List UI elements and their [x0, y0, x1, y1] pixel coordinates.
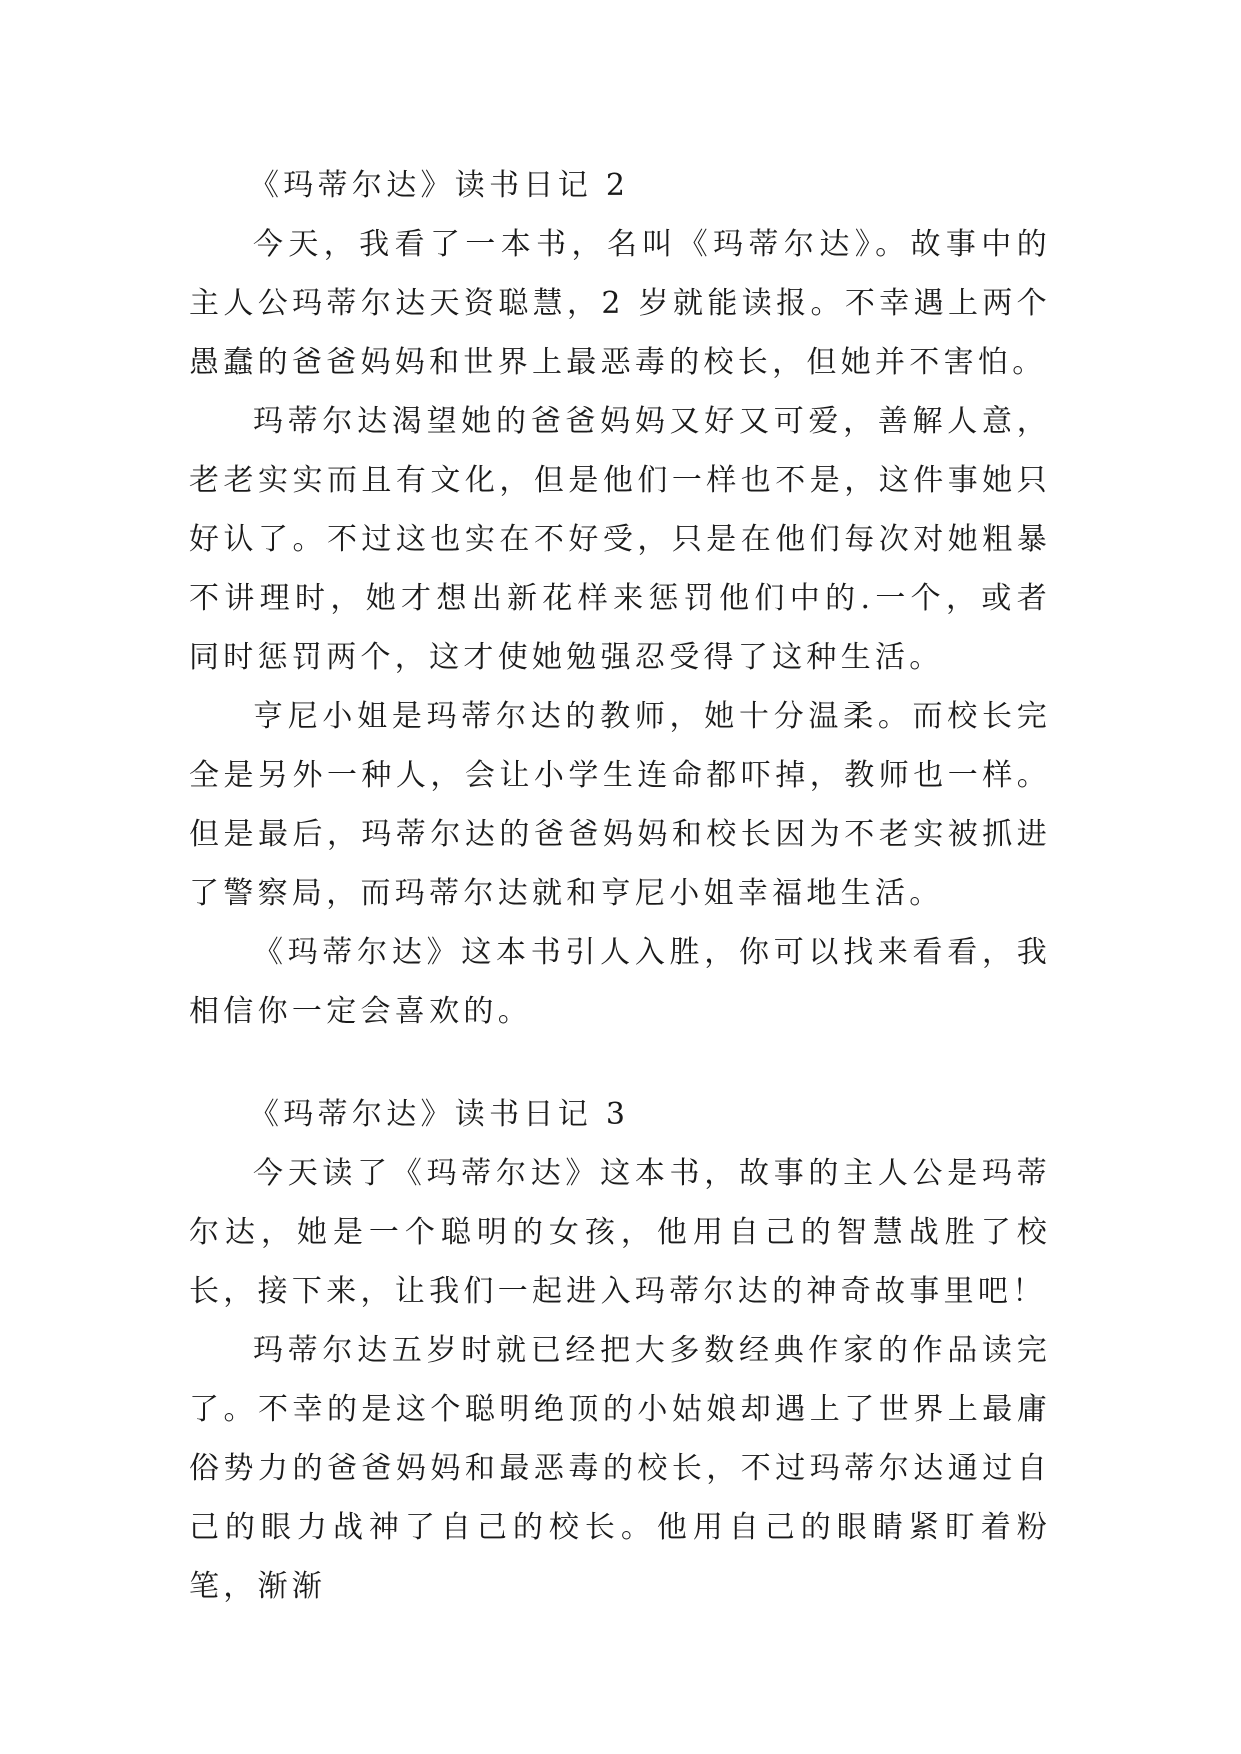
entry-title: 《玛蒂尔达》读书日记 3 [249, 1097, 630, 1132]
paragraph: 亨尼小姐是玛蒂尔达的教师，她十分温柔。而校长完全是另外一种人，会让小学生连命都吓掉，教师也一样。但是最后，玛蒂尔达的爸爸妈妈和校长因为不老实被抓进了警察局，而玛蒂尔达就和亨尼小姐幸福地生活。 [189, 699, 1051, 911]
diary-entry-2 [189, 156, 1051, 1041]
paragraph: 今天读了《玛蒂尔达》这本书，故事的主人公是玛蒂尔达，她是一个聪明的女孩，他用自己的智慧战胜了校长，接下来，让我们一起进入玛蒂尔达的神奇故事里吧！ [189, 1156, 1051, 1309]
paragraph: 今天，我看了一本书，名叫《玛蒂尔达》。故事中的主人公玛蒂尔达天资聪慧，2 岁就能读报。不幸遇上两个愚蠢的爸爸妈妈和世界上最恶毒的校长，但她并不害怕。 [189, 227, 1051, 380]
paragraph: 玛蒂尔达五岁时就已经把大多数经典作家的作品读完了。不幸的是这个聪明绝顶的小姑娘却遇上了世界上最庸俗势力的爸爸妈妈和最恶毒的校长，不过玛蒂尔达通过自己的眼力战神了自己的校长。他用自己的眼睛紧盯着粉笔，渐渐 [189, 1333, 1051, 1604]
paragraph: 玛蒂尔达渴望她的爸爸妈妈又好又可爱，善解人意，老老实实而且有文化，但是他们一样也不是，这件事她只好认了。不过这也实在不好受，只是在他们每次对她粗暴不讲理时，她才想出新花样来惩罚他们中的.一个，或者同时惩罚两个，这才使她勉强忍受得了这种生活。 [189, 404, 1051, 675]
entry-title: 《玛蒂尔达》读书日记 2 [249, 168, 630, 203]
paragraph: 《玛蒂尔达》这本书引人入胜，你可以找来看看，我相信你一定会喜欢的。 [189, 935, 1051, 1029]
diary-entry-3 [189, 1085, 1051, 1616]
